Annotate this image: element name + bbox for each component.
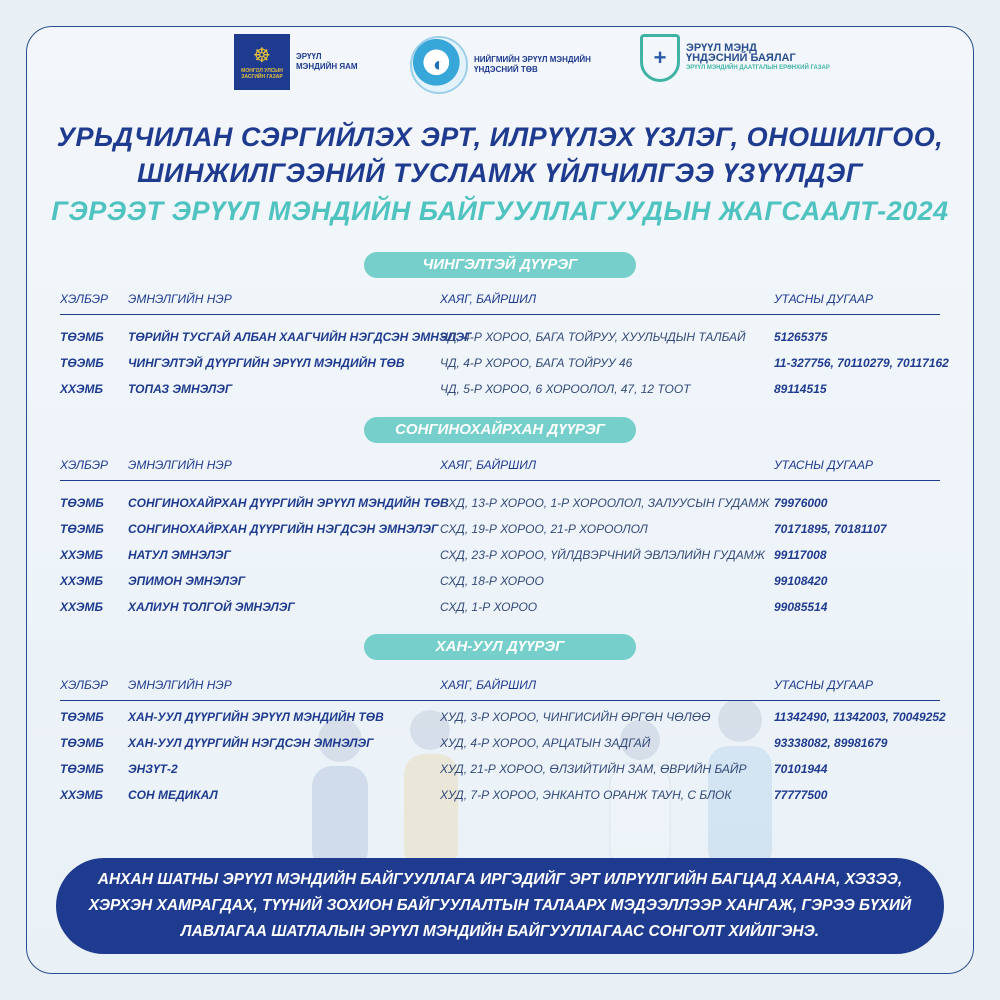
soyombo-emblem-icon: ☸ МОНГОЛ УЛСЫН ЗАСГИЙН ГАЗАР xyxy=(234,34,290,90)
ministry-logo xyxy=(234,34,358,90)
title-line1: УРЬДЧИЛАН СЭРГИЙЛЭХ ЭРТ, ИЛРҮҮЛЭХ ҮЗЛЭГ, ОНОШИЛГОО, xyxy=(56,122,944,152)
col-address: ХАЯГ, БАЙРШИЛ xyxy=(440,458,537,472)
cell-address: ХУД, 21-Р ХОРОО, ӨЛЗИЙТИЙН ЗАМ, ӨВРИЙН БАЙР xyxy=(440,762,747,776)
footer-line2: ХЭРХЭН ХАМРАГДАХ, ТҮҮНИЙ ЗОХИОН БАЙГУУЛАЛТЫН ТАЛААРХ МЭДЭЭЛЛЭЭР ХАНГАЖ, ГЭРЭЭ БҮХИЙ xyxy=(88,897,912,914)
col-address: ХАЯГ, БАЙРШИЛ xyxy=(440,292,537,306)
title-line3: ГЭРЭЭТ ЭРҮҮЛ МЭНДИЙН БАЙГУУЛЛАГУУДЫН ЖАГСААЛТ-2024 xyxy=(51,196,949,226)
footer-line1: АНХАН ШАТНЫ ЭРҮҮЛ МЭНДИЙН БАЙГУУЛЛАГА ИРГЭДИЙГ ЭРТ ИЛРҮҮЛГИЙН БАГЦАД ХААНА, ХЭЗЭЭ, xyxy=(97,871,903,888)
col-type: ХЭЛБЭР xyxy=(60,292,109,306)
cell-phone: 11-327756, 70110279, 70117162 xyxy=(774,356,949,370)
table-header xyxy=(60,678,940,696)
title-line2: ШИНЖИЛГЭЭНИЙ ТУСЛАМЖ ҮЙЛЧИЛГЭЭ ҮЗҮҮЛДЭГ xyxy=(137,158,863,188)
cell-name: ЭПИМОН ЭМНЭЛЭГ xyxy=(128,574,246,588)
cell-type: ТӨЭМБ xyxy=(60,356,104,370)
cell-name: СОНГИНОХАЙРХАН ДҮҮРГИЙН ЭРҮҮЛ МЭНДИЙН ТӨВ xyxy=(128,496,449,510)
insurance-logo xyxy=(640,34,830,82)
col-name: ЭМНЭЛГИЙН НЭР xyxy=(128,292,232,306)
cell-phone: 99108420 xyxy=(774,574,828,588)
medical-cross-shield-icon: + xyxy=(640,34,680,82)
insurance-line3: ЭРҮҮЛ МЭНДИЙН ДААТГАЛЫН ЕРӨНХИЙ ГАЗАР xyxy=(686,65,830,71)
center-line2: ҮНДЭСНИЙ ТӨВ xyxy=(474,65,538,74)
col-name: ЭМНЭЛГИЙН НЭР xyxy=(128,458,232,472)
cell-name: ХАЛИУН ТОЛГОЙ ЭМНЭЛЭГ xyxy=(128,600,295,614)
cell-phone: 70101944 xyxy=(774,762,828,776)
cell-phone: 99117008 xyxy=(774,548,827,562)
cell-name: ТОПАЗ ЭМНЭЛЭГ xyxy=(128,382,233,396)
col-phone: УТАСНЫ ДУГААР xyxy=(774,458,873,472)
col-address: ХАЯГ, БАЙРШИЛ xyxy=(440,678,537,692)
cell-type: ХХЭМБ xyxy=(60,600,103,614)
table-row xyxy=(60,496,940,514)
table-header xyxy=(60,458,940,476)
cell-phone: 77777500 xyxy=(774,788,828,802)
cell-type: ХХЭМБ xyxy=(60,382,103,396)
table-row xyxy=(60,330,940,348)
cell-address: ХУД, 4-Р ХОРОО, АРЦАТЫН ЗАДГАЙ xyxy=(440,736,651,750)
section-pill-songinokhairkhan: СОНГИНОХАЙРХАН ДҮҮРЭГ xyxy=(364,417,636,443)
table-row xyxy=(60,356,949,374)
cell-name: СОНГИНОХАЙРХАН ДҮҮРГИЙН НЭГДСЭН ЭМНЭЛЭГ xyxy=(128,522,439,536)
section-pill-khan-uul: ХАН-УУЛ ДҮҮРЭГ xyxy=(364,634,636,660)
center-line1: НИЙГМИЙН ЭРҮҮЛ МЭНДИЙН xyxy=(474,55,591,64)
header-logos xyxy=(0,34,1000,94)
cell-name: ЭНЗҮТ-2 xyxy=(128,762,178,776)
ministry-line1: ЭРҮҮЛ xyxy=(296,52,322,61)
cell-address: ХУД, 3-Р ХОРОО, ЧИНГИСИЙН ӨРГӨН ЧӨЛӨӨ xyxy=(440,710,711,724)
col-phone: УТАСНЫ ДУГААР xyxy=(774,678,873,692)
cell-name: СОН МЕДИКАЛ xyxy=(128,788,218,802)
cell-address: СХД, 23-Р ХОРОО, ҮЙЛДВЭРЧНИЙ ЭВЛЭЛИЙН ГУДАМЖ xyxy=(440,548,765,562)
cell-type: ТӨЭМБ xyxy=(60,522,104,536)
cell-address: ХУД, 7-Р ХОРОО, ЭНКАНТО ОРАНЖ ТАУН, С БЛОК xyxy=(440,788,732,802)
cell-type: ТӨЭМБ xyxy=(60,736,104,750)
table-row xyxy=(60,736,940,754)
table-row xyxy=(60,382,940,400)
col-name: ЭМНЭЛГИЙН НЭР xyxy=(128,678,232,692)
table-row xyxy=(60,710,946,728)
public-health-center-logo xyxy=(410,36,591,94)
public-health-circle-icon: ◐ xyxy=(410,36,468,94)
cell-address: ЧД, 4-Р ХОРОО, БАГА ТОЙРУУ 46 xyxy=(440,356,633,370)
insurance-line2: ҮНДЭСНИЙ БАЯЛАГ xyxy=(686,52,796,64)
cell-phone: 89114515 xyxy=(774,382,827,396)
section-pill-chingeltei: ЧИНГЭЛТЭЙ ДҮҮРЭГ xyxy=(364,252,636,278)
table-row xyxy=(60,522,940,540)
cell-type: ТӨЭМБ xyxy=(60,710,104,724)
cell-address: ЧД, 4-Р ХОРОО, БАГА ТОЙРУУ, ХУУЛЬЧДЫН ТАЛБАЙ xyxy=(440,330,746,344)
cell-type: ТӨЭМБ xyxy=(60,762,104,776)
cell-phone: 70171895, 70181107 xyxy=(774,522,887,536)
table-row xyxy=(60,574,940,592)
cell-type: ХХЭМБ xyxy=(60,548,103,562)
cell-type: ХХЭМБ xyxy=(60,788,103,802)
table-header xyxy=(60,292,940,310)
cell-name: ЧИНГЭЛТЭЙ ДҮҮРГИЙН ЭРҮҮЛ МЭНДИЙН ТӨВ xyxy=(128,356,405,370)
cell-phone: 79976000 xyxy=(774,496,828,510)
emblem-caption: МОНГОЛ УЛСЫН ЗАСГИЙН ГАЗАР xyxy=(241,68,283,80)
col-type: ХЭЛБЭР xyxy=(60,458,109,472)
cell-address: СХД, 1-Р ХОРОО xyxy=(440,600,538,614)
table-row xyxy=(60,762,940,780)
cell-address: СХД, 13-Р ХОРОО, 1-Р ХОРООЛОЛ, ЗАЛУУСЫН ГУДАМЖ xyxy=(440,496,770,510)
cell-name: ХАН-УУЛ ДҮҮРГИЙН ЭРҮҮЛ МЭНДИЙН ТӨВ xyxy=(128,710,384,724)
cell-phone: 11342490, 11342003, 70049252 xyxy=(774,710,946,724)
table-row xyxy=(60,600,940,618)
cell-address: ЧД, 5-Р ХОРОО, 6 ХОРООЛОЛ, 47, 12 ТООТ xyxy=(440,382,691,396)
cell-name: НАТУЛ ЭМНЭЛЭГ xyxy=(128,548,231,562)
cell-name: ТӨРИЙН ТУСГАЙ АЛБАН ХААГЧИЙН НЭГДСЭН ЭМНЭЛЭГ xyxy=(128,330,472,344)
cell-phone: 51265375 xyxy=(774,330,828,344)
footer-line3: ЛАВЛАГАА ШАТЛАЛЫН ЭРҮҮЛ МЭНДИЙН БАЙГУУЛЛАГААС СОНГОЛТ ХИЙЛГЭНЭ. xyxy=(180,923,820,940)
cell-phone: 93338082, 89981679 xyxy=(774,736,888,750)
insurance-line1: ЭРҮҮЛ МЭНД xyxy=(686,42,757,54)
cell-phone: 99085514 xyxy=(774,600,828,614)
cell-type: ТӨЭМБ xyxy=(60,330,104,344)
ministry-line2: МЭНДИЙН ЯАМ xyxy=(296,62,358,71)
cell-address: СХД, 19-Р ХОРОО, 21-Р ХОРООЛОЛ xyxy=(440,522,648,536)
col-phone: УТАСНЫ ДУГААР xyxy=(774,292,873,306)
table-row xyxy=(60,788,940,806)
col-type: ХЭЛБЭР xyxy=(60,678,109,692)
table-row xyxy=(60,548,940,566)
cell-type: ХХЭМБ xyxy=(60,574,103,588)
cell-address: СХД, 18-Р ХОРОО xyxy=(440,574,544,588)
footer-banner xyxy=(56,858,944,954)
cell-name: ХАН-УУЛ ДҮҮРГИЙН НЭГДСЭН ЭМНЭЛЭГ xyxy=(128,736,374,750)
cell-type: ТӨЭМБ xyxy=(60,496,104,510)
